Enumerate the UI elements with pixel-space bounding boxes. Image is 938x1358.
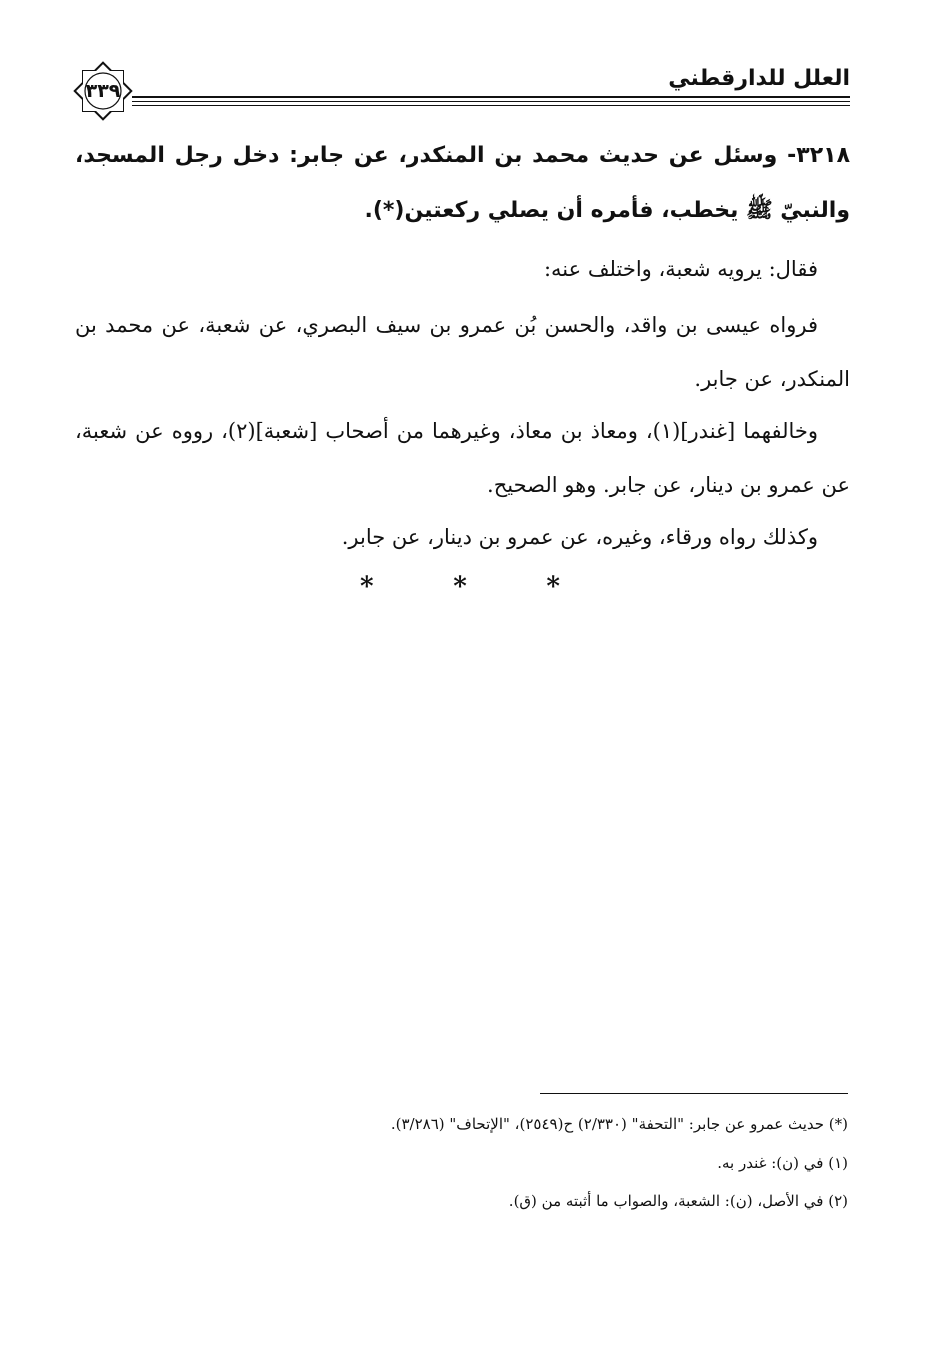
- footnote: (٢) في الأصل، (ن): الشعبة، والصواب ما أثبته من (ق).: [508, 1192, 848, 1210]
- page-header: [70, 58, 850, 118]
- separator-star: *: [546, 572, 560, 602]
- entry-heading: ٣٢١٨- وسئل عن حديث محمد بن المنكدر، عن جابر: دخل رجل المسجد، والنبيّ ﷺ يخطب، فأمره أن يصلي ركعتين(*).: [75, 143, 850, 223]
- header-rule: [132, 105, 850, 106]
- separator-star: *: [453, 572, 467, 602]
- footnote: (*) حديث عمرو عن جابر: "التحفة" (٢/٣٣٠) ح(٢٥٤٩)، "الإتحاف" (٣/٢٨٦).: [390, 1115, 848, 1133]
- separator-star: *: [360, 572, 374, 602]
- body-paragraph: وكذلك رواه ورقاء، وغيره، عن عمرو بن دينار، عن جابر.: [341, 525, 818, 549]
- section-separator: [360, 572, 560, 602]
- running-title: العلل للدارقطني: [668, 66, 850, 91]
- header-rule: [132, 96, 850, 98]
- body-paragraph: فقال: يرويه شعبة، واختلف عنه:: [543, 257, 818, 281]
- body-paragraph: وخالفهما [غندر](١)، ومعاذ بن معاذ، وغيرهما من أصحاب [شعبة](٢)، رووه عن شعبة، عن عمرو بن دينار، عن جابر. وهو الصحيح.: [75, 419, 850, 497]
- page-number-badge: [70, 58, 136, 124]
- footnote-divider: [540, 1093, 848, 1094]
- footnote: (١) في (ن): غندر به.: [717, 1154, 848, 1172]
- body-paragraph: فرواه عيسى بن واقد، والحسن بُن عمرو بن سيف البصري، عن شعبة، عن محمد بن المنكدر، عن جابر.: [75, 313, 850, 391]
- page-number: ٣٣٩: [85, 80, 121, 102]
- header-rule: [132, 101, 850, 102]
